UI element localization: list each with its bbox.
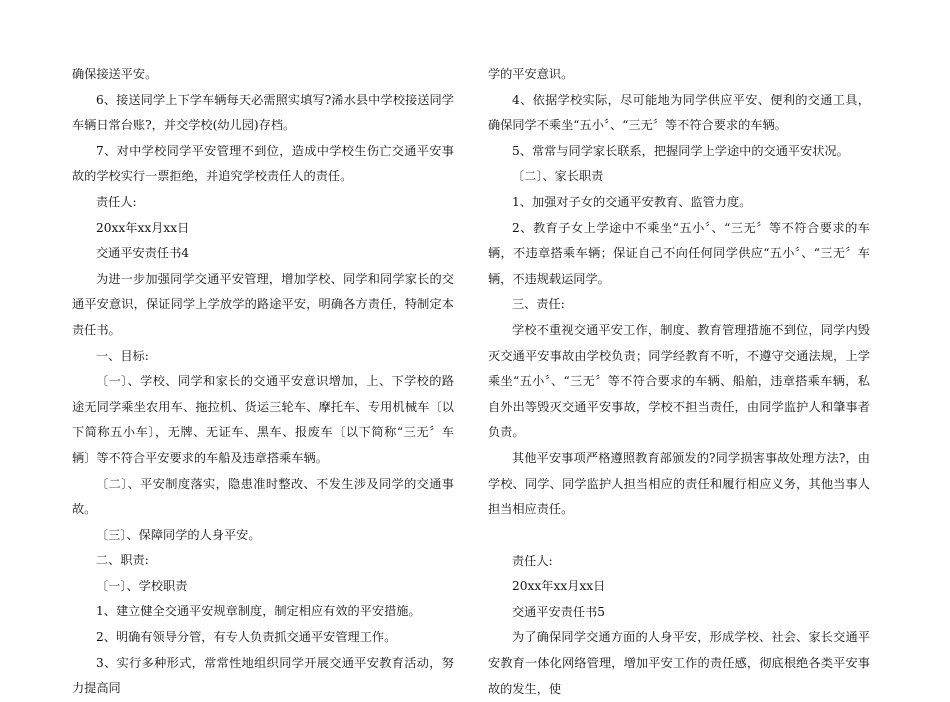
left-paragraph: 2、明确有领导分管，有专人负责抓交通平安管理工作。 bbox=[96, 630, 397, 645]
right-paragraph: 20xx年xx月xx日 bbox=[512, 579, 606, 594]
right-paragraph: 责任人: bbox=[512, 553, 553, 568]
right-column bbox=[488, 62, 870, 702]
left-paragraph: 〔一〕、学校、同学和家长的交通平安意识增加，上、下学校的路途无同学乘坐农用车、拖拉机、货运三轮车、摩托车、专用机械车〔以下简称五小车〕，无牌、无证车、黑车、报废车〔以下简称“三无〞车辆〕等不符合平安要求的车船及违章搭乘车辆。 bbox=[72, 374, 454, 465]
right-paragraph: 交通平安责任书5 bbox=[512, 604, 606, 619]
right-paragraph: 三、责任: bbox=[512, 297, 565, 312]
left-column bbox=[72, 62, 454, 702]
right-paragraph: 其他平安事项严格遵照教育部颁发的?同学损害事故处理方法?，由学校、同学、同学监护人担当相应的责任和履行相应义务，其他当事人担当相应责任。 bbox=[488, 450, 870, 517]
left-paragraph: 二、职责: bbox=[96, 553, 149, 568]
left-paragraph: 1、建立健全交通平安规章制度，制定相应有效的平安措施。 bbox=[96, 604, 421, 619]
left-paragraph: 为进一步加强同学交通平安管理，增加学校、同学和同学家长的交通平安意识，保证同学上学放学的路途平安，明确各方责任，特制定本责任书。 bbox=[72, 271, 454, 337]
left-paragraph: 〔一〕、学校职责 bbox=[96, 578, 188, 593]
left-paragraph: 责任人: bbox=[96, 194, 137, 209]
right-paragraph: 学校不重视交通平安工作，制度、教育管理措施不到位，同学内毁灭交通平安事故由学校负责；同学经教育不听，不遵守交通法规，上学乘坐“五小〞、“三无〞等不符合要求的车辆、船舶，违章搭乘车辆，私自外出等毁灭交通平安事故，学校不担当责任，由同学监护人和肇事者负责。 bbox=[488, 322, 870, 440]
left-paragraph: 6、接送同学上下学车辆每天必需照实填写?浠水县中学校接送同学车辆日常台账?，并交学校(幼儿园)存档。 bbox=[72, 92, 454, 133]
right-paragraph bbox=[488, 523, 870, 549]
right-paragraph: 1、加强对子女的交通平安教育、监管力度。 bbox=[512, 194, 752, 209]
right-paragraph: 为了确保同学交通方面的人身平安，形成学校、社会、家长交通平安教育一体化网络管理，增加平安工作的责任感，彻底根绝各类平安事故的发生，使 bbox=[488, 630, 870, 696]
left-paragraph: 确保接送平安。 bbox=[72, 67, 158, 81]
right-paragraph: 学的平安意识。 bbox=[488, 67, 574, 81]
right-paragraph: 5、常常与同学家长联系，把握同学上学途中的交通平安状况。 bbox=[512, 143, 849, 158]
left-paragraph: 3、实行多种形式，常常性地组织同学开展交通平安教育活动，努力提高同 bbox=[72, 655, 454, 696]
left-paragraph: 7、对中学校同学平安管理不到位，造成中学校生伤亡交通平安事故的学校实行一票拒绝，并追究学校责任人的责任。 bbox=[72, 143, 454, 184]
right-paragraph: 4、依据学校实际，尽可能地为同学供应平安、便利的交通工具，确保同学不乘坐“五小〞、“三无〞等不符合要求的车辆。 bbox=[488, 92, 870, 133]
left-paragraph: 20xx年xx月xx日 bbox=[96, 220, 190, 235]
right-paragraph: 〔二〕、家长职责 bbox=[512, 169, 604, 184]
left-paragraph: 交通平安责任书4 bbox=[96, 246, 190, 261]
left-paragraph: 〔二〕、平安制度落实，隐患准时整改、不发生涉及同学的交通事故。 bbox=[72, 476, 454, 517]
right-paragraph: 2、教育子女上学途中不乘坐“五小〞、“三无〞等不符合要求的车辆，不违章搭乘车辆；保证自己不向任何同学供应“五小〞、“三无〞车辆，不违规载运同学。 bbox=[488, 220, 870, 286]
left-paragraph: 一、目标: bbox=[96, 348, 149, 363]
left-paragraph: 〔三〕、保障同学的人身平安。 bbox=[96, 527, 261, 542]
